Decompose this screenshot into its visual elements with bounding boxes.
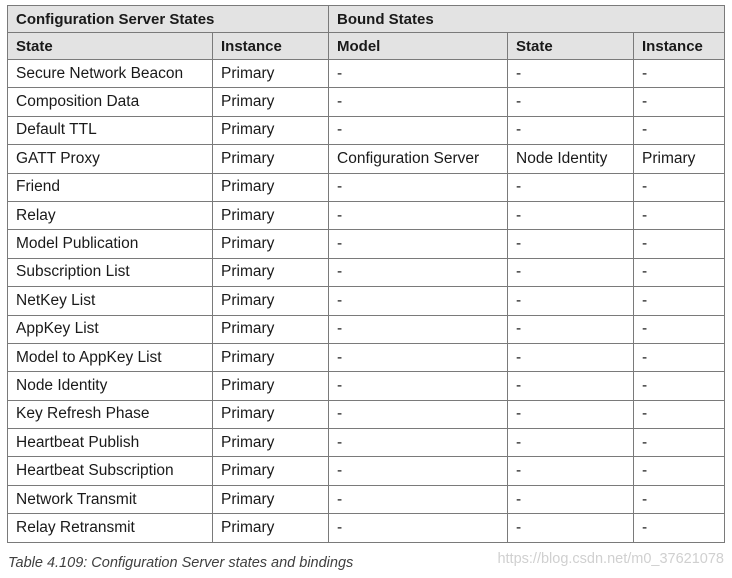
cell-bound-state: -: [508, 315, 634, 343]
cell-instance: Primary: [213, 372, 329, 400]
cell-bound-instance: -: [634, 485, 725, 513]
group-header-config-server-states: Configuration Server States: [8, 6, 329, 33]
cell-bound-state: -: [508, 173, 634, 201]
cell-bound-state: -: [508, 372, 634, 400]
cell-state: AppKey List: [8, 315, 213, 343]
column-header-bound-instance: Instance: [634, 33, 725, 60]
cell-bound-state: -: [508, 201, 634, 229]
cell-state: Heartbeat Publish: [8, 429, 213, 457]
table-row: [8, 201, 725, 229]
cell-instance: Primary: [213, 88, 329, 116]
cell-state: Relay Retransmit: [8, 514, 213, 542]
watermark: https://blog.csdn.net/m0_37621078: [497, 551, 724, 567]
cell-model: -: [329, 429, 508, 457]
cell-bound-state: -: [508, 400, 634, 428]
table-row: [8, 230, 725, 258]
cell-model: -: [329, 514, 508, 542]
table-header: [8, 6, 725, 60]
cell-model: -: [329, 343, 508, 371]
cell-model: -: [329, 372, 508, 400]
table-row: [8, 514, 725, 542]
cell-state: Model to AppKey List: [8, 343, 213, 371]
cell-state: NetKey List: [8, 287, 213, 315]
cell-state: GATT Proxy: [8, 145, 213, 173]
cell-bound-instance: -: [634, 315, 725, 343]
table-row: [8, 372, 725, 400]
cell-model: Configuration Server: [329, 145, 508, 173]
table-row: [8, 258, 725, 286]
table-row: [8, 60, 725, 88]
cell-model: -: [329, 258, 508, 286]
column-header-model: Model: [329, 33, 508, 60]
table-row: [8, 287, 725, 315]
cell-bound-state: -: [508, 60, 634, 88]
cell-state: Network Transmit: [8, 485, 213, 513]
config-server-states-table: [7, 5, 725, 543]
cell-model: -: [329, 287, 508, 315]
cell-instance: Primary: [213, 514, 329, 542]
cell-instance: Primary: [213, 60, 329, 88]
cell-state: Node Identity: [8, 372, 213, 400]
cell-instance: Primary: [213, 201, 329, 229]
cell-bound-instance: -: [634, 457, 725, 485]
cell-state: Friend: [8, 173, 213, 201]
column-header-bound-state: State: [508, 33, 634, 60]
cell-model: -: [329, 88, 508, 116]
cell-bound-instance: -: [634, 287, 725, 315]
cell-state: Secure Network Beacon: [8, 60, 213, 88]
cell-model: -: [329, 315, 508, 343]
table-body: [8, 60, 725, 543]
config-server-states-table-wrapper: [7, 5, 724, 543]
cell-instance: Primary: [213, 287, 329, 315]
table-row: [8, 88, 725, 116]
cell-instance: Primary: [213, 485, 329, 513]
cell-bound-instance: -: [634, 400, 725, 428]
cell-bound-instance: -: [634, 88, 725, 116]
table-row: [8, 315, 725, 343]
column-header-state: State: [8, 33, 213, 60]
cell-bound-state: -: [508, 116, 634, 144]
cell-state: Composition Data: [8, 88, 213, 116]
table-row: [8, 343, 725, 371]
cell-model: -: [329, 457, 508, 485]
group-header-bound-states: Bound States: [329, 6, 725, 33]
group-header-row: [8, 6, 725, 33]
cell-bound-instance: -: [634, 116, 725, 144]
cell-model: -: [329, 116, 508, 144]
cell-model: -: [329, 230, 508, 258]
table-row: [8, 429, 725, 457]
cell-bound-instance: -: [634, 201, 725, 229]
cell-instance: Primary: [213, 173, 329, 201]
cell-bound-state: -: [508, 230, 634, 258]
cell-instance: Primary: [213, 457, 329, 485]
table-row: [8, 485, 725, 513]
cell-state: Heartbeat Subscription: [8, 457, 213, 485]
cell-bound-instance: -: [634, 343, 725, 371]
cell-instance: Primary: [213, 230, 329, 258]
cell-model: -: [329, 400, 508, 428]
cell-bound-state: -: [508, 514, 634, 542]
cell-bound-instance: -: [634, 230, 725, 258]
cell-state: Model Publication: [8, 230, 213, 258]
cell-instance: Primary: [213, 145, 329, 173]
table-row: [8, 116, 725, 144]
column-header-instance: Instance: [213, 33, 329, 60]
cell-bound-instance: -: [634, 372, 725, 400]
cell-bound-state: -: [508, 429, 634, 457]
cell-model: -: [329, 485, 508, 513]
cell-instance: Primary: [213, 400, 329, 428]
cell-instance: Primary: [213, 343, 329, 371]
cell-model: -: [329, 201, 508, 229]
cell-instance: Primary: [213, 258, 329, 286]
cell-bound-instance: -: [634, 514, 725, 542]
table-row: [8, 173, 725, 201]
table-row: [8, 145, 725, 173]
table-caption: Table 4.109: Configuration Server states and bindings: [8, 555, 354, 571]
table-row: [8, 400, 725, 428]
cell-bound-state: Node Identity: [508, 145, 634, 173]
cell-bound-instance: -: [634, 258, 725, 286]
cell-bound-state: -: [508, 287, 634, 315]
cell-bound-instance: -: [634, 429, 725, 457]
cell-bound-instance: Primary: [634, 145, 725, 173]
cell-bound-state: -: [508, 258, 634, 286]
cell-bound-state: -: [508, 485, 634, 513]
cell-instance: Primary: [213, 116, 329, 144]
cell-bound-state: -: [508, 343, 634, 371]
cell-state: Relay: [8, 201, 213, 229]
cell-state: Default TTL: [8, 116, 213, 144]
cell-state: Subscription List: [8, 258, 213, 286]
cell-model: -: [329, 60, 508, 88]
cell-bound-state: -: [508, 88, 634, 116]
cell-bound-instance: -: [634, 173, 725, 201]
cell-bound-instance: -: [634, 60, 725, 88]
cell-instance: Primary: [213, 429, 329, 457]
table-row: [8, 457, 725, 485]
column-header-row: [8, 33, 725, 60]
cell-state: Key Refresh Phase: [8, 400, 213, 428]
cell-model: -: [329, 173, 508, 201]
cell-bound-state: -: [508, 457, 634, 485]
cell-instance: Primary: [213, 315, 329, 343]
